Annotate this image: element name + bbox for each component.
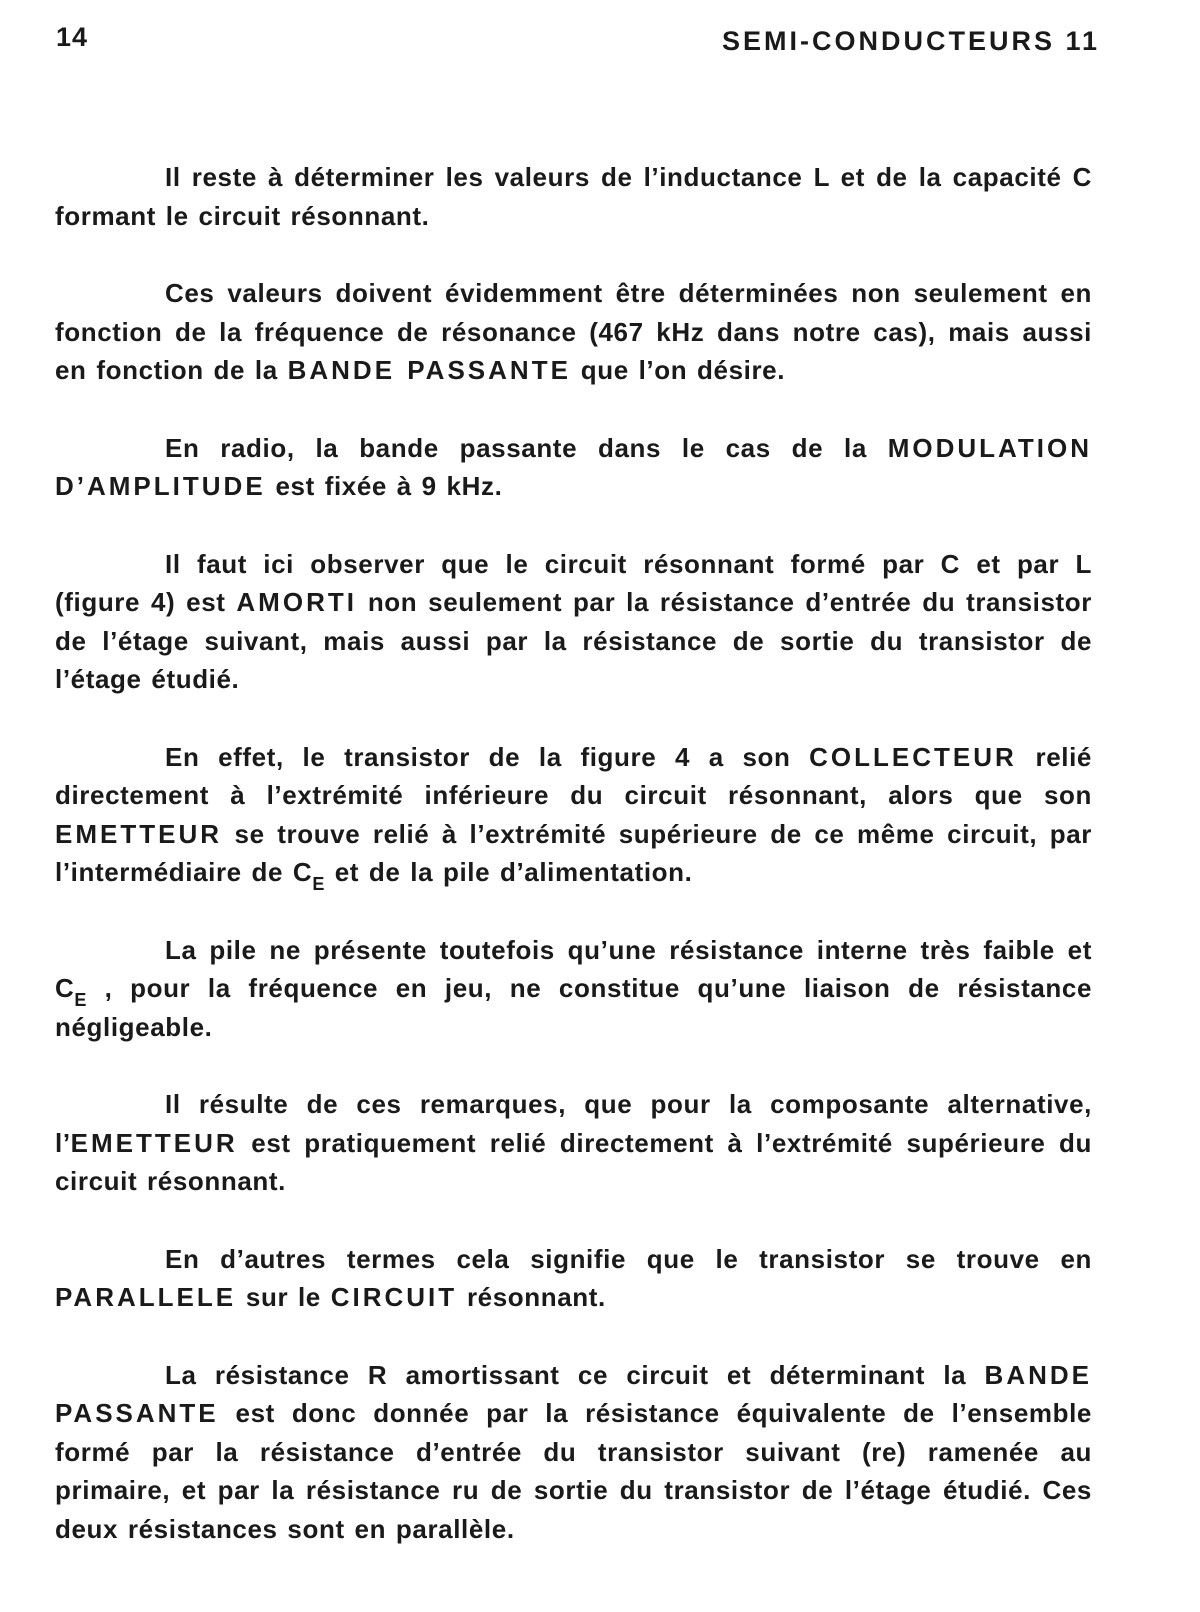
text-span: se trouve relié à l’extrémité supérieure de ce même circuit, par l’intermédiaire de C (55, 818, 1092, 887)
running-title: SEMI-CONDUCTEURS 11 (721, 26, 1100, 56)
paragraph-2 (55, 274, 1092, 390)
page-number: 14 (56, 22, 89, 52)
text-span: résonnant. (457, 1282, 606, 1312)
text-span: Ces valeurs doivent évidemment être déterminées non seulement en fonction de la fréquence de résonance (467 kHz dans notre cas), mais aussi en fonction de la (55, 278, 1092, 385)
text-span: En radio, la bande passante dans le cas de la (165, 432, 888, 463)
text-span: sur le (236, 1282, 331, 1312)
text-span: relié directement à l’extrémité inférieure du circuit résonnant, alors que son (55, 741, 1092, 810)
text-span: La résistance R amortissant ce circuit et déterminant la (165, 1359, 985, 1390)
subscript: E (74, 990, 87, 1010)
text-span: En effet, le transistor de la figure 4 a son (165, 741, 810, 772)
text-span: Il résulte de ces remarques, que pour la composante alternative, l’ (55, 1089, 1092, 1158)
paragraph-3 (55, 429, 1092, 506)
paragraph-8 (55, 1240, 1092, 1317)
subscript: E (312, 874, 325, 894)
paragraph-7 (55, 1085, 1092, 1201)
text-span: est donc donnée par la résistance équivalente de l’ensemble formé par la résistance d’entrée du transistor suivant (re) ramenée au primaire, et par la résistance ru de sortie du transistor de l’étage étudié. Ces deux résistances sont en parallèle. (55, 1398, 1092, 1544)
emphasis-caps: BANDE PASSANTE (287, 355, 571, 385)
text-span: que l’on désire. (570, 355, 786, 385)
emphasis-caps: CIRCUIT (330, 1282, 458, 1312)
emphasis-caps: EMETTEUR (70, 1127, 238, 1158)
emphasis-caps: PARALLELE (55, 1282, 237, 1312)
emphasis-caps: EMETTEUR (55, 818, 222, 849)
emphasis-caps: MODULATION D’AMPLITUDE (55, 432, 1092, 501)
paragraph-4 (55, 545, 1092, 699)
text-span: Il reste à déterminer les valeurs de l’inductance L et de la capacité C formant le circuit résonnant. (55, 162, 1092, 231)
paragraph-5 (55, 738, 1092, 892)
text-span: La pile ne présente toutefois qu’une résistance interne très faible et C (55, 934, 1092, 1003)
text-span: et de la pile d’alimentation. (324, 857, 693, 887)
page-header (56, 22, 1100, 62)
body-text (55, 158, 1092, 1587)
emphasis-caps: BANDE PASSANTE (55, 1359, 1092, 1428)
emphasis-caps: COLLECTEUR (809, 741, 1017, 772)
text-span: , pour la fréquence en jeu, ne constitue qu’une liaison de résistance négligeable. (55, 973, 1092, 1042)
text-span: est pratiquement relié directement à l’extrémité supérieure du circuit résonnant. (55, 1127, 1092, 1196)
paragraph-9 (55, 1356, 1092, 1549)
text-span: non seulement par la résistance d’entrée du transistor de l’étage suivant, mais aussi par la résistance de sortie du transistor de l’étage étudié. (55, 587, 1093, 694)
paragraph-6 (55, 931, 1092, 1047)
text-span: Il faut ici observer que le circuit résonnant formé par C et par L (figure 4) est (55, 548, 1092, 617)
paragraph-1 (55, 158, 1092, 235)
text-span: est fixée à 9 kHz. (265, 471, 503, 501)
text-span: En d’autres termes cela signifie que le transistor se trouve en (165, 1243, 1092, 1274)
emphasis-caps: AMORTI (236, 587, 357, 617)
